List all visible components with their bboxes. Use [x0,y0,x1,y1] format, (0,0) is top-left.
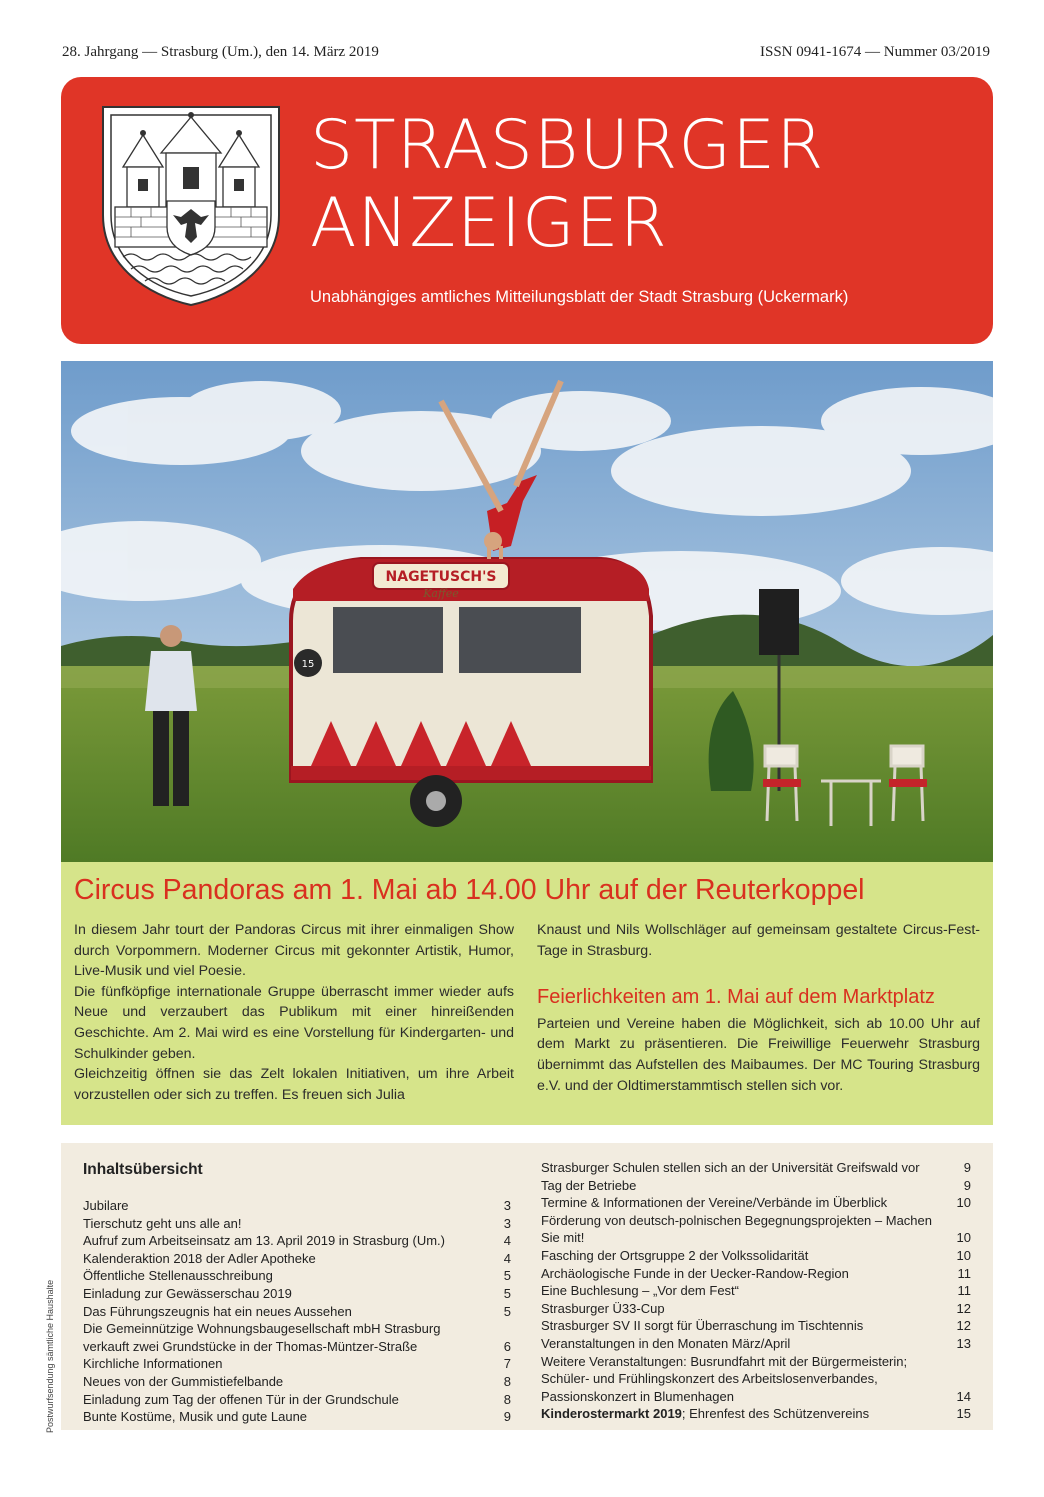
lead-subheadline: Feierlichkeiten am 1. Mai auf dem Marktplatz [537,986,935,1009]
toc-item-title: Kirchliche Informationen [83,1356,223,1372]
toc-item-page: 14 [956,1388,971,1404]
toc-item[interactable] [83,1355,511,1373]
toc-item-title: Jubilare [83,1198,129,1213]
toc-column-right [541,1159,971,1423]
toc-item-page: 4 [503,1233,511,1249]
toc-item-title: Einladung zur Gewässerschau 2019 [83,1285,292,1301]
toc-item[interactable] [83,1320,511,1355]
toc-item[interactable] [83,1232,511,1250]
toc-item[interactable] [83,1391,511,1409]
toc-item-title-group [541,1405,945,1423]
toc-item-title: Strasburger Ü33-Cup [541,1300,665,1316]
toc-item-title: Weitere Veranstaltungen: Busrundfahrt mit der Bürgermeisterin; Schüler- und Frühlingskonzert des Arbeitslosenverbandes, Passionskonzert in Blumenhagen [541,1353,908,1404]
toc-item-title: Das Führungszeugnis hat ein neues Aussehen [83,1303,352,1319]
toc-item[interactable] [83,1408,511,1426]
toc-item-page: 5 [503,1285,511,1301]
toc-item-page: 3 [503,1215,511,1231]
toc-item[interactable] [541,1317,971,1335]
lead-paragraph: Gleichzeitig öffnen sie das Zelt lokalen Initiativen, um ihre Arbeit vorzustellen oder sich zu treffen. Es freuen sich Julia [74,1066,514,1103]
toc-item-title: ; Ehrenfest des Schützenvereins [681,1406,870,1422]
toc-item-page: 10 [956,1230,971,1246]
toc-item-title: Neues von der Gummistiefelbande [83,1373,284,1389]
table-of-contents [61,1143,993,1430]
toc-item[interactable] [541,1159,971,1177]
toc-item-page: 9 [963,1177,971,1193]
toc-item-page: 15 [956,1406,971,1422]
toc-item-page: 4 [503,1250,511,1266]
toc-item-page: 5 [503,1303,511,1319]
toc-item-page: 3 [503,1198,511,1213]
toc-heading: Inhaltsübersicht [83,1161,203,1178]
cover-photo [61,361,993,862]
toc-item[interactable] [541,1194,971,1212]
masthead-subtitle: Unabhängiges amtliches Mitteilungsblatt der Stadt Strasburg (Uckermark) [310,288,849,306]
toc-item-title: Veranstaltungen in den Monaten März/April [541,1335,791,1351]
toc-item-page: 13 [956,1335,971,1351]
toc-item-page: 11 [957,1265,971,1281]
lead-paragraph: Die fünfköpfige internationale Gruppe überrascht immer wieder aufs Neue und verzaubert das Publikum mit einer hinreißenden Geschichte. Am 2. Mai wird es eine Vorstellung für Kindergarten- und Schulkinder geben. [74,983,514,1062]
toc-item-title: Tierschutz geht uns alle an! [83,1215,242,1231]
toc-item-page: 8 [503,1391,511,1407]
masthead-title [310,107,824,263]
toc-item[interactable] [541,1353,971,1406]
toc-item[interactable] [541,1177,971,1195]
toc-item-title-bold: Kinderostermarkt 2019 [541,1406,682,1422]
lead-paragraph: In diesem Jahr tourt der Pandoras Circus mit ihrer einmaligen Show durch Vorpommern. Moderner Circus mit gekonnter Artistik, Humor, Live-Musik und viel Poesie. [74,922,514,980]
toc-item[interactable] [83,1215,511,1233]
toc-item-title: Archäologische Funde in der Uecker-Randow-Region [541,1265,849,1281]
lead-paragraph-continued: Knaust und Nils Wollschläger auf gemeinsam gestaltete Circus-Fest-Tage in Strasburg. [537,922,980,959]
toc-item-title: Strasburger Schulen stellen sich an der Universität Greifswald vor [541,1160,920,1175]
toc-item-title: Tag der Betriebe [541,1177,637,1193]
toc-item[interactable] [83,1250,511,1268]
issue-number: ISSN 0941-1674 — Nummer 03/2019 [760,44,990,60]
toc-item[interactable] [541,1300,971,1318]
toc-item-page: 6 [503,1338,511,1354]
title-line-2: ANZEIGER [310,184,668,263]
toc-item[interactable] [541,1335,971,1353]
toc-item[interactable] [541,1212,971,1247]
trailer-script: Kaffee [423,587,459,600]
toc-item[interactable] [83,1197,511,1215]
toc-item-title: Einladung zum Tag der offenen Tür in der Grundschule [83,1391,399,1407]
lead-paragraph: Parteien und Vereine haben die Möglichkeit, sich ab 10.00 Uhr auf dem Markt zu präsentieren. Die Freiwillige Feuerwehr Strasburg übernimmt das Aufstellen des Maibaumes. Der MC Touring Strasburg e.V. und der Oldtimerstammtisch stellen sich vor. [537,1015,980,1094]
toc-item-title: Förderung von deutsch-polnischen Begegnungsprojekten – Machen Sie mit! [541,1212,932,1246]
toc-item-page: 9 [503,1409,511,1425]
toc-item-page: 10 [956,1247,971,1263]
toc-item-page: 10 [956,1195,971,1211]
toc-item-title: Die Gemeinnützige Wohnungsbaugesellschaft mbH Strasburg verkauft zwei Grundstücke in der Thomas-Müntzer-Straße [83,1321,441,1354]
toc-item-page: 7 [503,1356,511,1372]
toc-item-title: Bunte Kostüme, Musik und gute Laune [83,1409,308,1425]
toc-item-title: Fasching der Ortsgruppe 2 der Volkssolidarität [541,1247,809,1263]
price-tag: 15 [301,659,315,670]
circus-trailer-illustration [61,361,993,862]
lead-column-right [537,920,980,1096]
toc-item-title: Kalenderaktion 2018 der Adler Apotheke [83,1250,316,1266]
toc-item-title: Eine Buchlesung – „Vor dem Fest“ [541,1283,739,1299]
toc-item-page: 11 [957,1283,971,1299]
toc-item[interactable] [541,1282,971,1300]
toc-item-page: 9 [963,1160,971,1175]
masthead [61,77,993,344]
toc-item[interactable] [541,1247,971,1265]
lead-column-left [74,920,514,1105]
toc-column-left [83,1197,511,1426]
toc-item-title: Öffentliche Stellenausschreibung [83,1268,273,1284]
toc-item-title: Strasburger SV II sorgt für Überraschung im Tischtennis [541,1318,864,1334]
postal-note: Postwurfsendung sämtliche Haushalte [45,1279,55,1433]
toc-item[interactable] [83,1285,511,1303]
toc-item[interactable] [83,1267,511,1285]
toc-item-page: 5 [503,1268,511,1284]
toc-item-title: Aufruf zum Arbeitseinsatz am 13. April 2019 in Strasburg (Um.) [83,1233,445,1249]
title-line-1: STRASBURGER [310,106,825,185]
toc-item-title: Termine & Informationen der Vereine/Verbände im Überblick [541,1195,888,1211]
toc-item[interactable] [83,1303,511,1321]
toc-item-page: 8 [503,1373,511,1389]
toc-item-page: 12 [956,1300,971,1316]
coat-of-arms-icon [101,105,281,307]
toc-item-page: 12 [956,1318,971,1334]
lead-headline: Circus Pandoras am 1. Mai ab 14.00 Uhr auf der Reuterkoppel [74,874,865,906]
issue-header [62,44,990,64]
trailer-sign: NAGETUSCH'S [385,569,497,585]
toc-item[interactable] [541,1405,971,1423]
lead-article [61,862,993,1125]
toc-item[interactable] [541,1265,971,1283]
issue-date: 28. Jahrgang — Strasburg (Um.), den 14. März 2019 [62,44,379,60]
toc-item[interactable] [83,1373,511,1391]
